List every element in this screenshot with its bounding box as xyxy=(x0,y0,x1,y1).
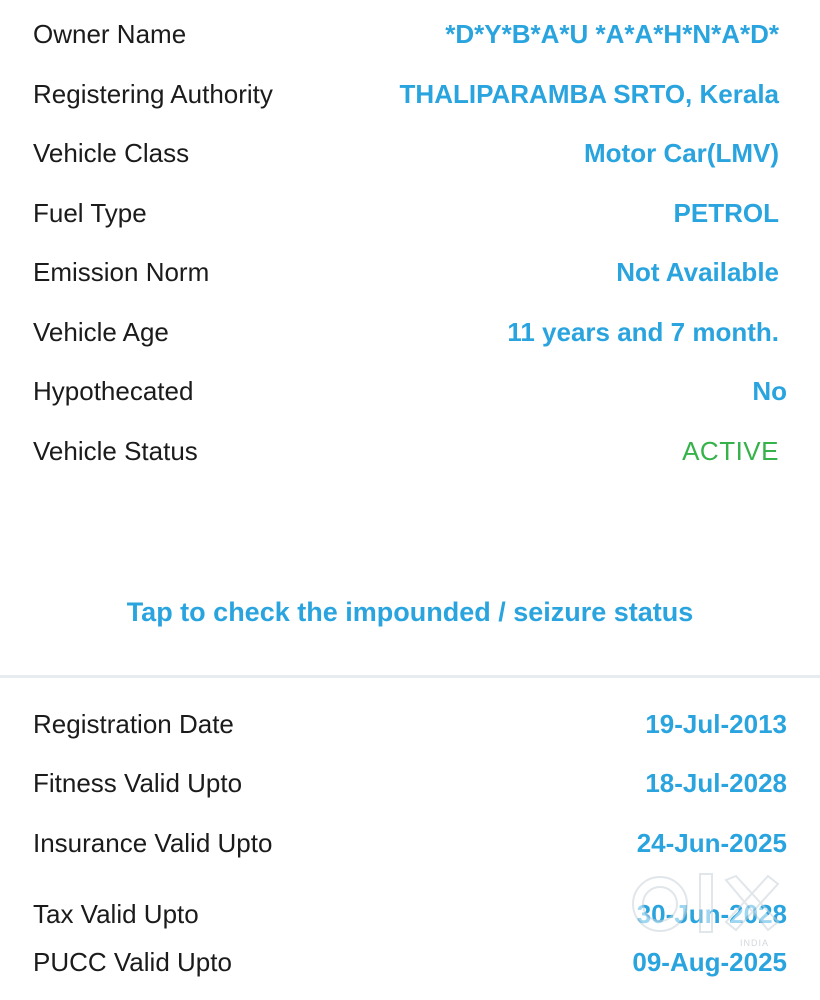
vehicle-age-label: Vehicle Age xyxy=(33,317,169,347)
vehicle-status-badge: ACTIVE xyxy=(682,436,779,466)
vehicle-status-label: Vehicle Status xyxy=(33,436,198,466)
detail-row-vehicle-status xyxy=(0,431,820,471)
vehicle-class-label: Vehicle Class xyxy=(33,138,190,168)
registration-date-value: 19-Jul-2013 xyxy=(645,709,787,739)
detail-row-owner-name xyxy=(0,14,820,54)
validity-row-insurance xyxy=(0,823,820,863)
watermark-text: INDIA xyxy=(740,938,770,948)
fitness-valid-label: Fitness Valid Upto xyxy=(33,768,243,798)
hypothecated-label: Hypothecated xyxy=(33,376,194,406)
fuel-type-label: Fuel Type xyxy=(33,198,147,228)
vehicle-age-value: 11 years and 7 month. xyxy=(507,317,779,347)
fitness-valid-value: 18-Jul-2028 xyxy=(645,768,787,798)
insurance-valid-label: Insurance Valid Upto xyxy=(33,828,273,858)
owner-name-value: *D*Y*B*A*U *A*A*H*N*A*D* xyxy=(445,19,779,49)
detail-row-fuel-type xyxy=(0,193,820,233)
impound-status-link[interactable]: Tap to check the impounded / seizure status xyxy=(126,597,694,627)
detail-row-vehicle-class xyxy=(0,133,820,173)
emission-norm-value: Not Available xyxy=(616,257,779,287)
validity-row-pucc xyxy=(0,942,820,982)
registering-authority-label: Registering Authority xyxy=(33,79,273,109)
detail-row-vehicle-age xyxy=(0,312,820,352)
vehicle-class-value: Motor Car(LMV) xyxy=(584,138,779,168)
tax-valid-value: 30-Jun-2028 xyxy=(636,899,787,929)
tax-valid-label: Tax Valid Upto xyxy=(33,899,199,929)
hypothecated-value: No xyxy=(752,376,787,406)
validity-row-tax xyxy=(0,894,820,934)
pucc-valid-value: 09-Aug-2025 xyxy=(632,947,787,977)
owner-name-label: Owner Name xyxy=(33,19,187,49)
section-divider xyxy=(0,675,820,678)
fuel-type-value: PETROL xyxy=(673,198,779,228)
emission-norm-label: Emission Norm xyxy=(33,257,210,287)
detail-row-emission-norm xyxy=(0,252,820,292)
detail-row-registering-authority xyxy=(0,74,820,114)
validity-row-fitness xyxy=(0,763,820,803)
insurance-valid-value: 24-Jun-2025 xyxy=(636,828,787,858)
detail-row-hypothecated xyxy=(0,371,820,411)
registering-authority-value: THALIPARAMBA SRTO, Kerala xyxy=(399,79,779,109)
validity-row-registration-date xyxy=(0,704,820,744)
registration-date-label: Registration Date xyxy=(33,709,234,739)
pucc-valid-label: PUCC Valid Upto xyxy=(33,947,232,977)
